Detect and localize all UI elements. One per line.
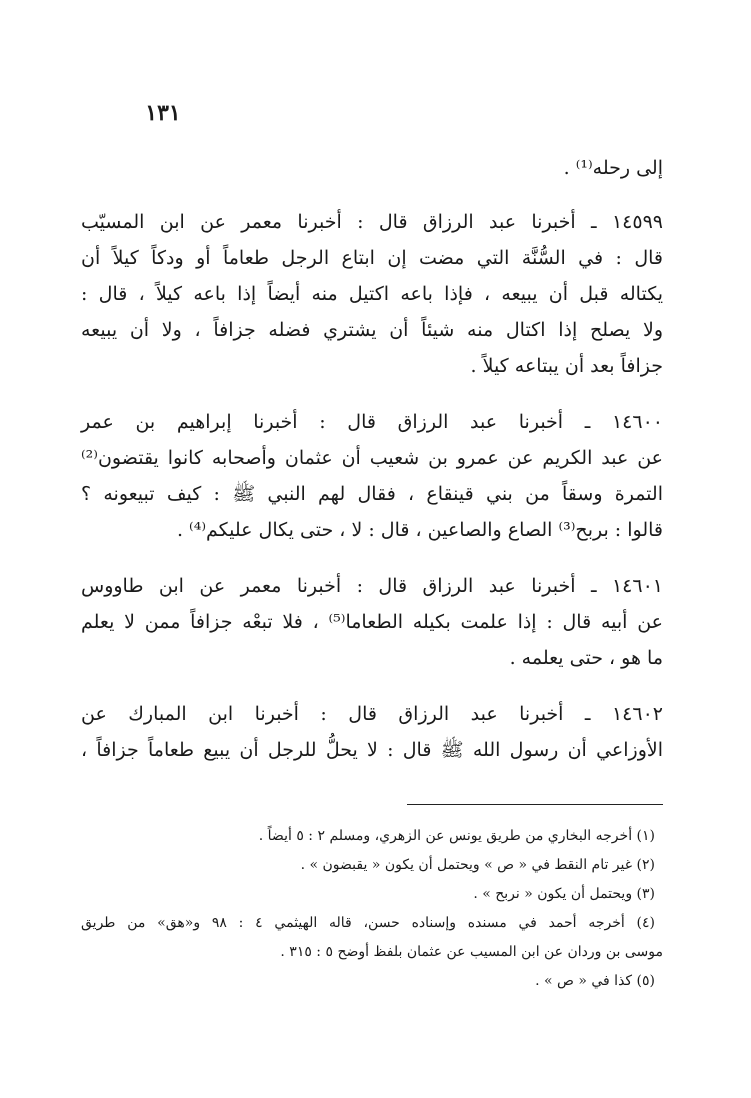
text-line: الأوزاعي أن رسول الله ﷺ قال : لا يحلُّ للرجل أن يبيع طعاماً جزافاً ،: [81, 739, 663, 761]
footnote-2: (٢) غير تام النقط في « ص » ويحتمل أن يكون « يقبضون » .: [300, 857, 655, 873]
text-line: جزافاً بعد أن يبتاعه كيلاً .: [470, 355, 663, 377]
hadith-14600: [81, 404, 663, 548]
text-line: ١٤٦٠٠ ـ أخبرنا عبد الرزاق قال : أخبرنا إبراهيم بن عمر: [81, 411, 663, 433]
hadith-14602: [81, 696, 663, 768]
text-line: يكتاله قبل أن يبيعه ، فإذا باعه اكتيل منه أيضاً إذا باعه كيلاً ، قال :: [81, 283, 663, 305]
footnote-4: (٤) أخرجه أحمد في مسنده وإسناده حسن، قاله الهيثمي ٤ : ٩٨ و«هق» من طريق: [81, 915, 655, 931]
text-line: إلى رحله⁽¹⁾ .: [563, 157, 663, 179]
footnote-3: (٣) ويحتمل أن يكون « نربح » .: [473, 886, 655, 902]
hadith-14599: [81, 204, 663, 384]
text-line: ولا يصلح إذا اكتال منه شيئاً أن يشتري فضله جزافاً ، ولا أن يبيعه: [81, 319, 663, 341]
text-line: عن عبد الكريم عن عمرو بن شعيب أن عثمان وأصحابه كانوا يقتضون⁽²⁾: [81, 447, 663, 469]
text-line: قالوا : بربح⁽³⁾ الصاع والصاعين ، قال : لا ، حتى يكال عليكم⁽⁴⁾ .: [176, 519, 663, 541]
footnote-1: (١) أخرجه البخاري من طريق يونس عن الزهري، ومسلم ٢ : ٥ أيضاً .: [258, 828, 655, 844]
text-line: ١٤٦٠٢ ـ أخبرنا عبد الرزاق قال : أخبرنا ابن المبارك عن: [81, 703, 663, 725]
text-line: ١٤٥٩٩ ـ أخبرنا عبد الرزاق قال : أخبرنا معمر عن ابن المسيّب: [81, 211, 663, 233]
footnote-divider: [407, 804, 663, 805]
footnote-5: (٥) كذا في « ص » .: [535, 973, 655, 989]
text-line: التمرة وسقاً من بني قينقاع ، فقال لهم النبي ﷺ : كيف تبيعونه ؟: [81, 483, 663, 505]
footnote-4-continuation: موسى بن وردان عن ابن المسيب عن عثمان بلفظ أوضح ٥ : ٣١٥ .: [280, 944, 663, 960]
text-line: ١٤٦٠١ ـ أخبرنا عبد الرزاق قال : أخبرنا معمر عن ابن طاووس: [81, 575, 663, 597]
text-line: عن أبيه قال : إذا علمت بكيله الطعاما⁽⁵⁾ ، فلا تبعْه جزافاً ممن لا يعلم: [81, 611, 663, 633]
text-line: ما هو ، حتى يعلمه .: [509, 647, 663, 669]
text-line: قال : في السُّنَّة التي مضت إن ابتاع الرجل طعاماً أو ودكاً كيلاً أن: [81, 247, 663, 269]
footnotes: [81, 822, 663, 996]
paragraph-continuation: [81, 150, 663, 186]
main-text: [81, 150, 663, 788]
page-number: ١٣١: [145, 100, 181, 126]
hadith-14601: [81, 568, 663, 676]
